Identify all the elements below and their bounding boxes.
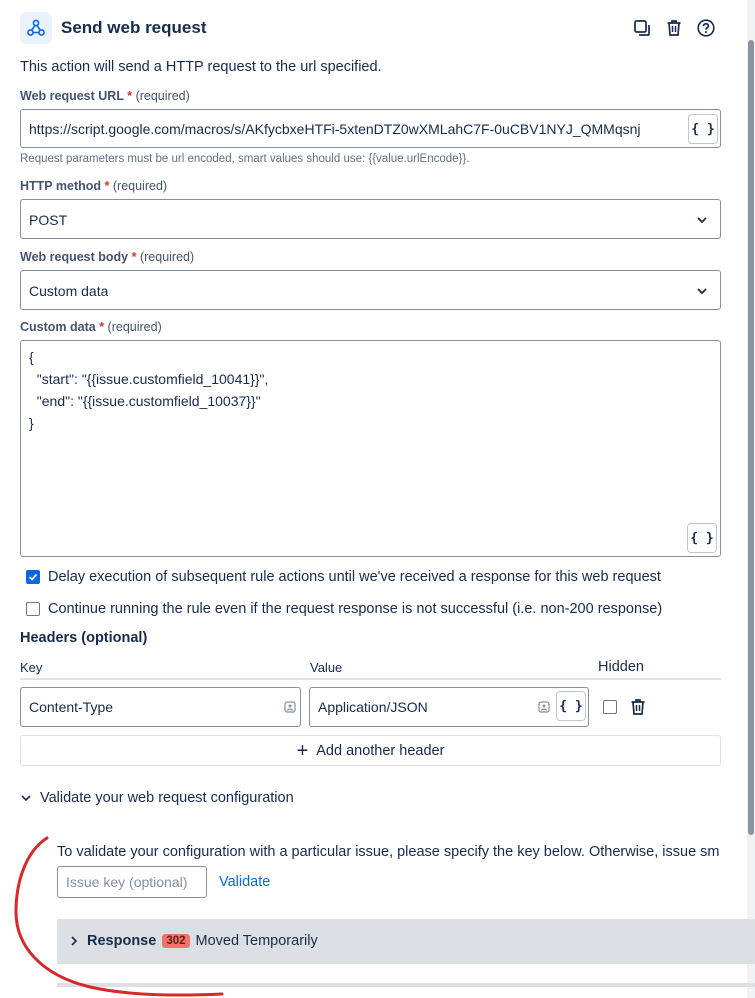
- header-hidden-checkbox[interactable]: [603, 700, 617, 714]
- next-panel-edge: [57, 983, 755, 987]
- url-value: https://script.google.com/macros/s/AKfycbxeHTFi-5xtenDTZ0wXMLahC7F-0uCBV1NYJ_QMMqsnj: [29, 121, 641, 137]
- validate-instructions: To validate your configuration with a particular issue, please specify the key below. Otherwise, issue sm: [57, 844, 720, 860]
- header-value-input[interactable]: [309, 687, 589, 727]
- header-key-value: Content-Type: [29, 699, 114, 715]
- chevron-down-icon: [696, 285, 708, 297]
- validate-toggle-label: Validate your web request configuration: [40, 790, 294, 806]
- delete-header-icon[interactable]: [628, 697, 648, 717]
- smart-value-icon[interactable]: [284, 701, 296, 713]
- url-smart-value-button[interactable]: { }: [688, 114, 718, 144]
- add-header-label: Add another header: [316, 742, 445, 759]
- response-panel[interactable]: [57, 919, 755, 964]
- body-value: Custom data: [29, 283, 109, 299]
- status-badge: 302: [162, 934, 189, 948]
- webhook-icon: [20, 12, 52, 44]
- col-head-hidden: Hidden: [598, 659, 644, 675]
- page-title: Send web request: [61, 18, 207, 37]
- scrollbar-thumb[interactable]: [748, 40, 754, 835]
- response-label: Response: [87, 933, 157, 949]
- add-header-button[interactable]: [20, 735, 721, 766]
- url-label: Web request URL * (required): [20, 89, 190, 103]
- custom-data-smart-value-button[interactable]: { }: [687, 523, 717, 553]
- body-select[interactable]: [20, 270, 721, 310]
- http-method-value: POST: [29, 212, 68, 228]
- code-line: {: [29, 349, 34, 365]
- issue-key-field[interactable]: [57, 866, 207, 898]
- url-input[interactable]: [20, 109, 721, 148]
- chevron-down-icon: [20, 792, 32, 804]
- delay-label: Delay execution of subsequent rule actions until we've received a response for this web request: [48, 569, 661, 585]
- plus-icon: +: [296, 739, 309, 762]
- http-method-select[interactable]: [20, 199, 721, 239]
- continue-label: Continue running the rule even if the request response is not successful (i.e. non-200 response): [48, 601, 663, 617]
- header-smart-value-button[interactable]: { }: [556, 691, 586, 721]
- trash-icon[interactable]: [664, 18, 684, 38]
- col-head-key: Key: [20, 660, 43, 675]
- code-line: "start": "{{issue.customfield_10041}}",: [29, 371, 269, 387]
- chevron-right-icon: [69, 935, 79, 947]
- header-value-value: Application/JSON: [318, 699, 428, 715]
- issue-key-input[interactable]: [64, 873, 204, 891]
- checkmark-icon: [28, 572, 38, 582]
- headers-divider: [20, 678, 721, 680]
- continue-option[interactable]: [26, 600, 662, 618]
- duplicate-icon[interactable]: [632, 18, 652, 38]
- scrollbar-track[interactable]: [747, 0, 755, 998]
- delay-option[interactable]: [26, 568, 661, 586]
- custom-data-textarea[interactable]: [20, 340, 721, 557]
- headers-title: Headers (optional): [20, 630, 148, 646]
- help-icon[interactable]: [696, 18, 716, 38]
- action-description: This action will send a HTTP request to the url specified.: [20, 59, 382, 75]
- continue-checkbox[interactable]: [26, 602, 40, 616]
- response-header[interactable]: [69, 933, 318, 949]
- col-head-value: Value: [310, 660, 343, 675]
- header-key-input[interactable]: [20, 687, 301, 727]
- code-line: "end": "{{issue.customfield_10037}}": [29, 393, 261, 409]
- validate-button[interactable]: Validate: [219, 874, 271, 890]
- url-hint: Request parameters must be url encoded, smart values should use: {{value.urlEncode}}.: [20, 153, 470, 165]
- custom-data-label: Custom data * (required): [20, 320, 162, 334]
- body-label: Web request body * (required): [20, 250, 195, 264]
- validate-toggle[interactable]: [20, 790, 294, 806]
- panel-header: [20, 12, 720, 46]
- delay-checkbox[interactable]: [26, 570, 40, 584]
- smart-value-icon[interactable]: [538, 701, 550, 713]
- http-method-label: HTTP method * (required): [20, 179, 168, 193]
- chevron-down-icon: [696, 214, 708, 226]
- response-status-text: Moved Temporarily: [195, 933, 318, 949]
- code-line: }: [29, 415, 34, 431]
